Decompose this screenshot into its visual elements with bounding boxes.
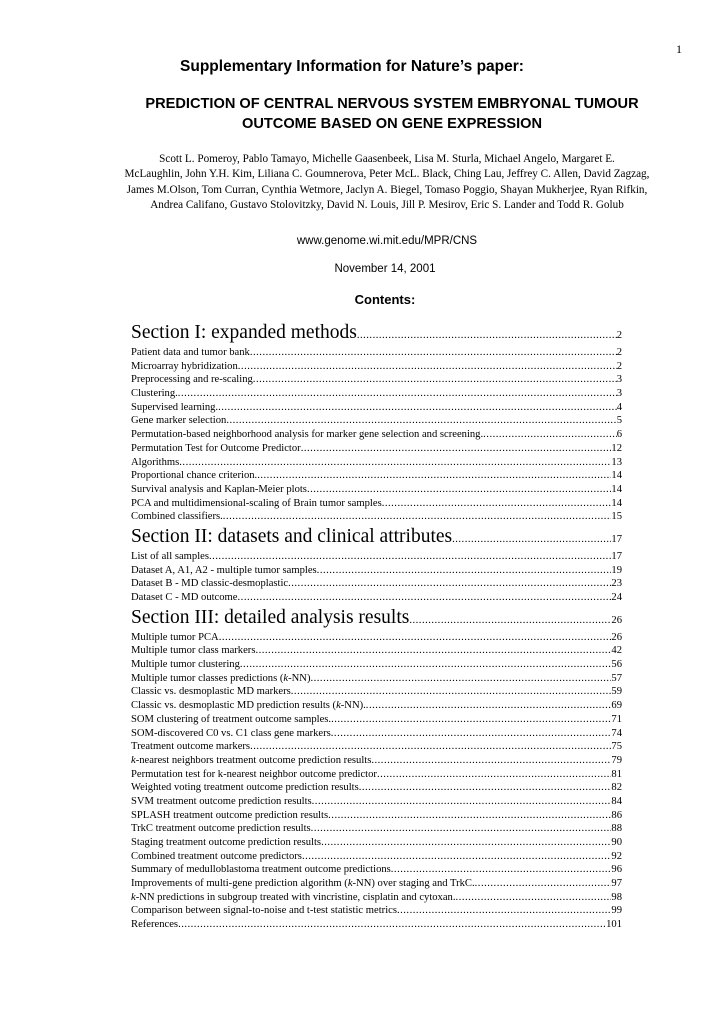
toc-page-number: 17 xyxy=(611,550,622,562)
toc-dot-leader xyxy=(301,442,612,456)
toc-page-number: 6 xyxy=(616,429,622,441)
author-line-3: James M.Olson, Tom Curran, Cynthia Wetmore, Jaclyn A. Biegel, Tomaso Poggio, Shayan Mukherjee, Ryan Rifkin, xyxy=(126,183,648,196)
toc-page-number: 88 xyxy=(611,823,622,835)
toc-entry-title: Treatment outcome markers xyxy=(131,741,251,753)
toc-entry-title: Permutation Test for Outcome Predictor xyxy=(131,442,301,454)
toc-entry xyxy=(131,346,622,360)
toc-entry xyxy=(131,497,622,511)
toc-entry xyxy=(131,401,622,415)
author-line-4: Andrea Califano, Gustavo Stolovitzky, David N. Louis, Jill P. Mesirov, Eric S. Lander and Todd R. Golub xyxy=(150,198,624,211)
toc-entry-title: Preprocessing and re-scaling xyxy=(131,374,253,386)
website-url: www.genome.wi.mit.edu/MPR/CNS xyxy=(296,235,478,247)
toc-entry-title: Permutation test for k-nearest neighbor outcome predictor xyxy=(131,768,377,780)
toc-page-number: 101 xyxy=(606,919,622,931)
toc-dot-leader xyxy=(307,483,611,497)
toc-page-number: 2 xyxy=(616,360,622,372)
toc-entry-title: k-nearest neighbors treatment outcome prediction results xyxy=(131,754,372,766)
toc-entry-title: Classic vs. desmoplastic MD prediction results (k-NN). xyxy=(131,700,366,712)
toc-entry xyxy=(131,360,622,374)
toc-page-number: 3 xyxy=(616,374,622,386)
toc-dot-leader xyxy=(311,822,612,836)
toc-section-heading xyxy=(131,605,622,631)
toc-entry-title: Multiple tumor classes predictions (k-NN) xyxy=(131,672,311,684)
toc-entry-title: Multiple tumor class markers xyxy=(131,645,256,657)
toc-entry-title: Section I: expanded methods xyxy=(131,322,357,343)
toc-entry-title: TrkC treatment outcome prediction results xyxy=(131,823,311,835)
toc-entry xyxy=(131,577,622,591)
toc-page-number: 97 xyxy=(611,878,622,890)
toc-entry-title: SOM-discovered C0 vs. C1 class gene markers xyxy=(131,727,331,739)
toc-entry xyxy=(131,644,622,658)
toc-entry-title: Multiple tumor clustering xyxy=(131,659,240,671)
toc-entry xyxy=(131,550,622,564)
toc-page-number: 15 xyxy=(611,511,622,523)
toc-entry xyxy=(131,904,622,918)
toc-dot-leader xyxy=(250,740,611,754)
toc-page-number: 12 xyxy=(611,442,622,454)
author-line-2: McLaughlin, John Y.H. Kim, Liliana C. Goumnerova, Peter McL. Black, Ching Lau, Jeffrey C. Allen, David Zagzag, xyxy=(124,168,650,181)
toc-entry-title: Multiple tumor PCA xyxy=(131,631,219,643)
toc-entry xyxy=(131,850,622,864)
toc-entry xyxy=(131,740,622,754)
toc-entry-title: References xyxy=(131,919,179,931)
toc-page-number: 74 xyxy=(611,727,622,739)
toc-page-number: 99 xyxy=(611,905,622,917)
toc-entry-title: Weighted voting treatment outcome prediction results xyxy=(131,782,359,794)
publication-date: November 14, 2001 xyxy=(334,263,436,275)
paper-title-line-2: OUTCOME BASED ON GENE EXPRESSION xyxy=(241,116,543,132)
toc-dot-leader xyxy=(331,727,612,741)
toc-entry xyxy=(131,809,622,823)
toc-entry xyxy=(131,387,622,401)
toc-dot-leader xyxy=(250,346,617,360)
toc-page-number: 14 xyxy=(611,497,622,509)
toc-dot-leader xyxy=(288,577,611,591)
toc-dot-leader xyxy=(321,836,611,850)
toc-entry-title: Comparison between signal-to-noise and t-test statistic metrics xyxy=(131,905,397,917)
toc-dot-leader xyxy=(178,918,606,932)
toc-page-number: 71 xyxy=(611,713,622,725)
toc-entry-title: SOM clustering of treatment outcome samples. xyxy=(131,713,332,725)
toc-entry xyxy=(131,373,622,387)
toc-entry-title: Combined treatment outcome predictors xyxy=(131,850,302,862)
toc-entry xyxy=(131,631,622,645)
toc-page-number: 69 xyxy=(611,700,622,712)
toc-entry-title: Survival analysis and Kaplan-Meier plots xyxy=(131,483,307,495)
toc-section-heading xyxy=(131,524,622,550)
toc-entry xyxy=(131,713,622,727)
toc-entry xyxy=(131,442,622,456)
toc-entry-title: Improvements of multi-gene prediction algorithm (k-NN) over staging and TrkC. xyxy=(131,878,475,890)
toc-entry xyxy=(131,918,622,932)
toc-entry-title: k-NN predictions in subgroup treated with vincristine, cisplatin and cytoxan. xyxy=(131,891,456,903)
toc-dot-leader xyxy=(255,644,611,658)
toc-entry xyxy=(131,685,622,699)
toc-page-number: 59 xyxy=(611,686,622,698)
toc-dot-leader xyxy=(218,401,617,415)
toc-page-number: 3 xyxy=(616,388,622,400)
toc-entry xyxy=(131,863,622,877)
toc-dot-leader xyxy=(240,658,612,672)
toc-dot-leader xyxy=(219,631,612,645)
toc-page-number: 24 xyxy=(611,592,622,603)
toc-dot-leader xyxy=(310,672,611,686)
toc-entry-title: SPLASH treatment outcome prediction results xyxy=(131,809,329,821)
toc-page-number: 42 xyxy=(611,645,622,657)
paper-title xyxy=(80,94,704,134)
toc-page-number: 2 xyxy=(616,347,622,358)
toc-entry xyxy=(131,727,622,741)
toc-page-number: 14 xyxy=(611,483,622,495)
toc-entry xyxy=(131,877,622,891)
author-list xyxy=(96,152,678,213)
toc-entry-title: SVM treatment outcome prediction results xyxy=(131,795,312,807)
toc-dot-leader xyxy=(391,863,612,877)
toc-dot-leader xyxy=(238,360,617,374)
toc-entry-title: Microarray hybridization xyxy=(131,360,238,372)
toc-page-number: 81 xyxy=(611,768,622,780)
toc-entry-title: Clustering. xyxy=(131,388,178,400)
toc-dot-leader xyxy=(238,591,612,605)
toc-entry-title: Section III: detailed analysis results xyxy=(131,606,410,628)
toc-dot-leader xyxy=(302,850,611,864)
toc-entry-title: Section II: datasets and clinical attributes xyxy=(131,525,453,547)
toc-dot-leader xyxy=(312,795,612,809)
toc-entry-title: Combined classifiers. xyxy=(131,511,223,523)
toc-page-number: 98 xyxy=(611,891,622,903)
toc-page-number: 86 xyxy=(611,809,622,821)
toc-page-number: 79 xyxy=(611,754,622,766)
toc-dot-leader xyxy=(377,768,611,782)
contents-heading: Contents: xyxy=(354,292,416,307)
toc-entry xyxy=(131,483,622,497)
toc-entry xyxy=(131,414,622,428)
toc-entry-title: Dataset C - MD outcome xyxy=(131,592,238,603)
page-number: 1 xyxy=(676,42,682,56)
toc-dot-leader xyxy=(475,877,612,891)
toc-dot-leader xyxy=(223,510,612,524)
toc-dot-leader xyxy=(317,564,612,578)
supplementary-title: Supplementary Information for Nature’s paper: xyxy=(180,58,524,75)
toc-entry-title: Algorithms xyxy=(131,456,180,468)
toc-dot-leader xyxy=(366,699,612,713)
paper-title-line-1: PREDICTION OF CENTRAL NERVOUS SYSTEM EMBRYONAL TUMOUR xyxy=(145,96,639,112)
toc-entry xyxy=(131,658,622,672)
toc-page-number: 96 xyxy=(611,864,622,876)
toc-entry-title: Classic vs. desmoplastic MD markers xyxy=(131,686,291,698)
toc-entry-title: Dataset B - MD classic-desmoplastic xyxy=(131,578,289,590)
toc-entry-title: PCA and multidimensional-scaling of Brain tumor samples xyxy=(131,497,382,509)
toc-entry xyxy=(131,768,622,782)
toc-page-number: 57 xyxy=(611,672,622,684)
toc-entry xyxy=(131,781,622,795)
toc-dot-leader xyxy=(359,781,612,795)
toc-page-number: 82 xyxy=(611,782,622,794)
table-of-contents xyxy=(131,320,622,932)
toc-page-number: 90 xyxy=(611,837,622,848)
toc-dot-leader xyxy=(291,685,612,699)
toc-page-number: 19 xyxy=(611,564,622,576)
toc-dot-leader xyxy=(257,469,611,483)
toc-dot-leader xyxy=(253,373,617,387)
toc-page-number: 23 xyxy=(611,578,622,590)
toc-entry xyxy=(131,672,622,686)
toc-dot-leader xyxy=(483,428,617,442)
toc-entry-title: Gene marker selection xyxy=(131,415,227,427)
toc-page-number: 2 xyxy=(616,330,622,341)
toc-entry xyxy=(131,456,622,470)
toc-page-number: 75 xyxy=(611,741,622,753)
toc-page-number: 5 xyxy=(616,415,622,427)
toc-dot-leader xyxy=(328,809,611,823)
toc-dot-leader xyxy=(371,754,611,768)
toc-entry-title: Permutation-based neighborhood analysis for marker gene selection and screening. xyxy=(131,429,484,441)
toc-entry xyxy=(131,699,622,713)
toc-entry xyxy=(131,795,622,809)
toc-page-number: 26 xyxy=(611,631,622,643)
toc-section-heading xyxy=(131,320,622,346)
toc-page-number: 14 xyxy=(611,470,622,482)
toc-entry xyxy=(131,510,622,524)
toc-entry-title: Summary of medulloblastoma treatment outcome predictions xyxy=(131,864,391,876)
toc-entry xyxy=(131,891,622,905)
toc-entry xyxy=(131,754,622,768)
author-line-1: Scott L. Pomeroy, Pablo Tamayo, Michelle Gaasenbeek, Lisa M. Sturla, Michael Angelo, Margaret E. xyxy=(159,153,615,165)
toc-dot-leader xyxy=(456,891,612,905)
toc-dot-leader xyxy=(226,414,616,428)
toc-dot-leader xyxy=(178,387,617,401)
toc-dot-leader xyxy=(179,456,611,470)
toc-entry xyxy=(131,822,622,836)
toc-entry xyxy=(131,591,622,605)
toc-page-number: 4 xyxy=(616,401,622,413)
toc-entry xyxy=(131,428,622,442)
toc-entry xyxy=(131,836,622,850)
toc-dot-leader xyxy=(397,904,611,918)
toc-page-number: 92 xyxy=(611,850,622,862)
toc-entry xyxy=(131,469,622,483)
toc-page-number: 84 xyxy=(611,795,622,807)
toc-entry-title: Dataset A, A1, A2 - multiple tumor samples xyxy=(131,564,317,576)
toc-entry-title: Supervised learning. xyxy=(131,401,219,413)
toc-page-number: 26 xyxy=(611,614,622,626)
toc-dot-leader xyxy=(209,550,611,564)
toc-dot-leader xyxy=(382,497,612,511)
toc-entry xyxy=(131,564,622,578)
toc-page-number: 17 xyxy=(611,533,622,545)
toc-page-number: 56 xyxy=(611,659,622,671)
toc-entry-title: Patient data and tumor bank xyxy=(131,347,250,358)
toc-entry-title: List of all samples xyxy=(131,550,209,562)
toc-entry-title: Proportional chance criterion. xyxy=(131,470,258,482)
toc-entry-title: Staging treatment outcome prediction results xyxy=(131,837,322,848)
toc-page-number: 13 xyxy=(611,456,622,468)
toc-dot-leader xyxy=(331,713,611,727)
